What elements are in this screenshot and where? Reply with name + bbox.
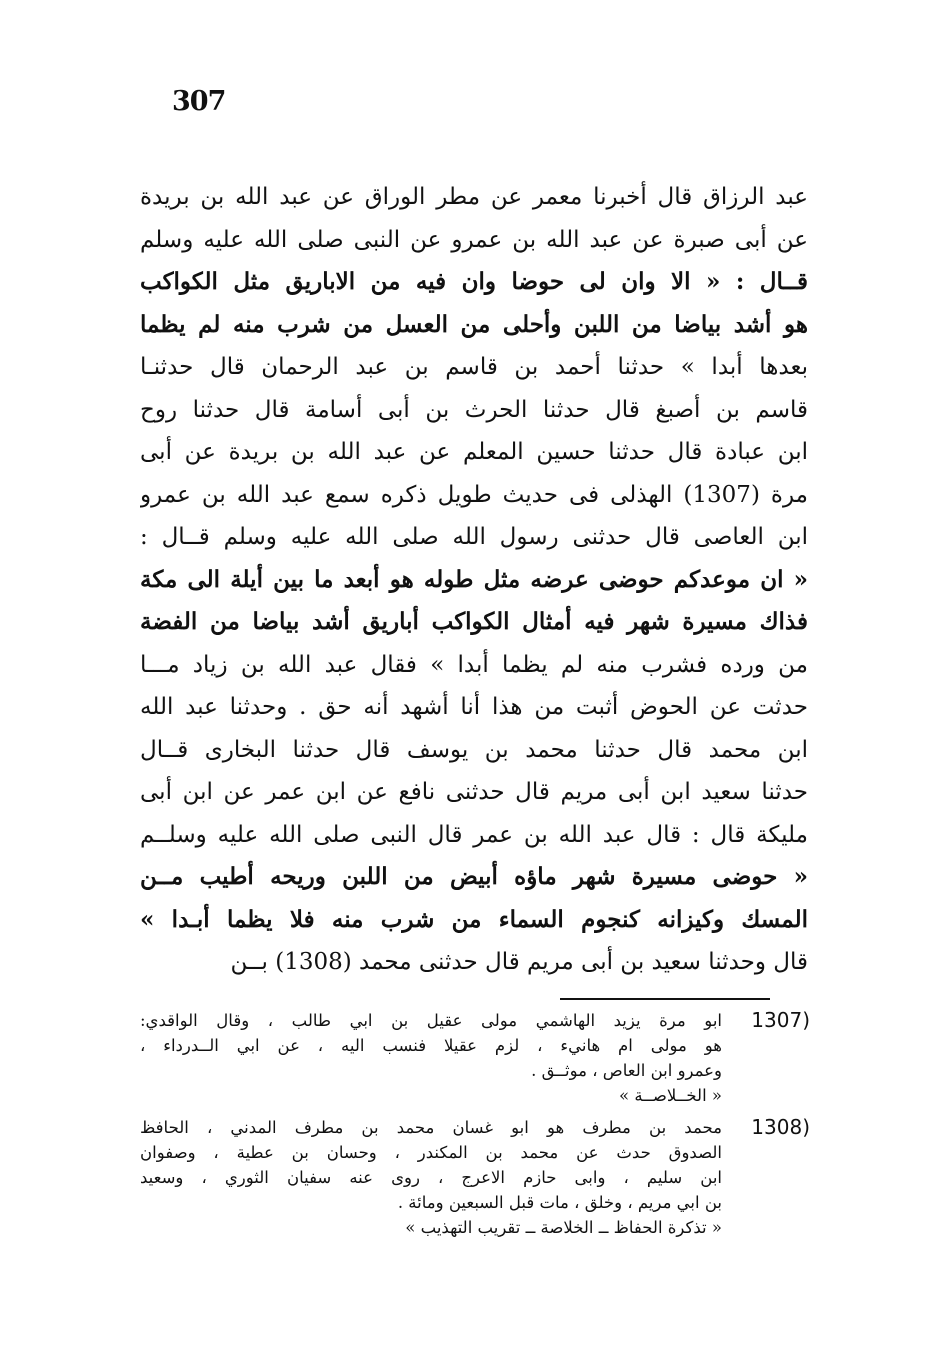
text-line: من ورده فشرب منه لم يظما أبدا » فقال عبد الله بن زياد مـــا [140, 651, 808, 678]
text-line: قاسم بن أصبغ قال حدثنا الحرث بن أبى أسامة قال حدثنا روح [140, 396, 808, 423]
page-number: 307 [172, 86, 226, 117]
text-line: المسك وكيزانه كنجوم السماء من شرب منه فلا يظما أبـدا » [140, 905, 808, 933]
footnote-line: ابو مرة يزيد الهاشمي مولى عقيل بن ابي طالب ، وقال الواقدي: [140, 1011, 722, 1030]
text-line: قــال : « الا وان لى حوضا وان فيه من الاباريق مثل الكواكب [140, 268, 808, 295]
main-text-body [140, 176, 808, 984]
footnote-line: هو مولى ام هانيء ، لزم عقيلا فنسب اليه ، عن ابي الــدرداء ، [140, 1036, 722, 1055]
footnote-line: محمد بن مطرف هو ابو غسان محمد بن مطرف المدني ، الحافظ [140, 1118, 722, 1137]
text-line: ابن محمد قال حدثنا محمد بن يوسف قال حدثنا البخارى قــال [140, 736, 808, 763]
text-line: مرة (1307) الهذلى فى حديث طويل ذكره سمع عبد الله بن عمرو [140, 481, 808, 508]
footnote-line: الصدوق حدث عن محمد بن المكندر ، وحسان بن عطية ، وصفوان [140, 1143, 722, 1162]
footnote-text [140, 1008, 722, 1108]
footnote-line: ابن سليم ، وابى حازم الاعرج ، روى عنه سفيان الثوري ، وسعيد [140, 1168, 722, 1187]
text-line: « ان موعدكم حوضى عرضه مثل طوله هو أبعد ما بين أيلة الى مكة [140, 565, 808, 593]
footnote-line: « الخــلاصــة » [619, 1086, 722, 1105]
text-line: ابن العاصى قال حدثنى رسول الله صلى الله عليه وسلم قــال : [140, 524, 808, 550]
text-line: عن أبى صبرة عن عبد الله بن عمرو عن النبى صلى الله عليه وسلم [140, 226, 808, 253]
footnote [140, 1008, 810, 1108]
text-line: حدثت عن الحوض أثبت من هذا أنا أشهد أنه حق . وحدثنا عبد الله [140, 694, 808, 720]
footnote-number: 1308) [751, 1115, 810, 1139]
footnote-line: بن ابي مريم ، وخلق ، مات قبل السبعين ومائة . [397, 1193, 722, 1212]
footnote-separator [560, 998, 770, 1000]
text-line: مليكة قال : قال عبد الله بن عمر قال النبى صلى الله عليه وسلــم [140, 821, 808, 848]
text-line: عبد الرزاق قال أخبرنا معمر عن مطر الوراق عن عبد الله بن بريدة [140, 184, 808, 210]
footnote-number: 1307) [751, 1008, 810, 1032]
footnotes-section [140, 1008, 810, 1247]
text-line: بعدها أبدا » حدثنا أحمد بن قاسم بن عبد الرحمان قال حدثنـا [140, 354, 808, 380]
footnote-text [140, 1115, 722, 1240]
text-line: فذاك مسيرة شهر فيه أمثال الكواكب أباريق أشد بياضا من الفضة [140, 608, 808, 635]
footnote [140, 1115, 810, 1240]
footnote-line: وعمرو ابن العاص ، موثــق . [531, 1061, 722, 1080]
text-line: قال وحدثنا سعيد بن أبى مريم قال حدثنى محمد (1308) بــن [230, 949, 808, 975]
text-line: ابن عبادة قال حدثنا حسين المعلم عن عبد الله بن بريدة عن أبى [140, 439, 808, 465]
footnote-line: « تذكرة الحفاظ ــ الخلاصة ــ تقريب التهذيب » [405, 1218, 722, 1237]
text-line: حدثنا سعيد ابن أبى مريم قال حدثنى نافع عن ابن عمر عن ابن أبى [140, 779, 808, 805]
text-line: « حوضى مسيرة شهر ماؤه أبيض من اللبن وريحه أطيب مــن [140, 863, 808, 890]
text-line: هو أشد بياضا من اللبن وأحلى من العسل من شرب منه لم يظما [140, 310, 808, 338]
